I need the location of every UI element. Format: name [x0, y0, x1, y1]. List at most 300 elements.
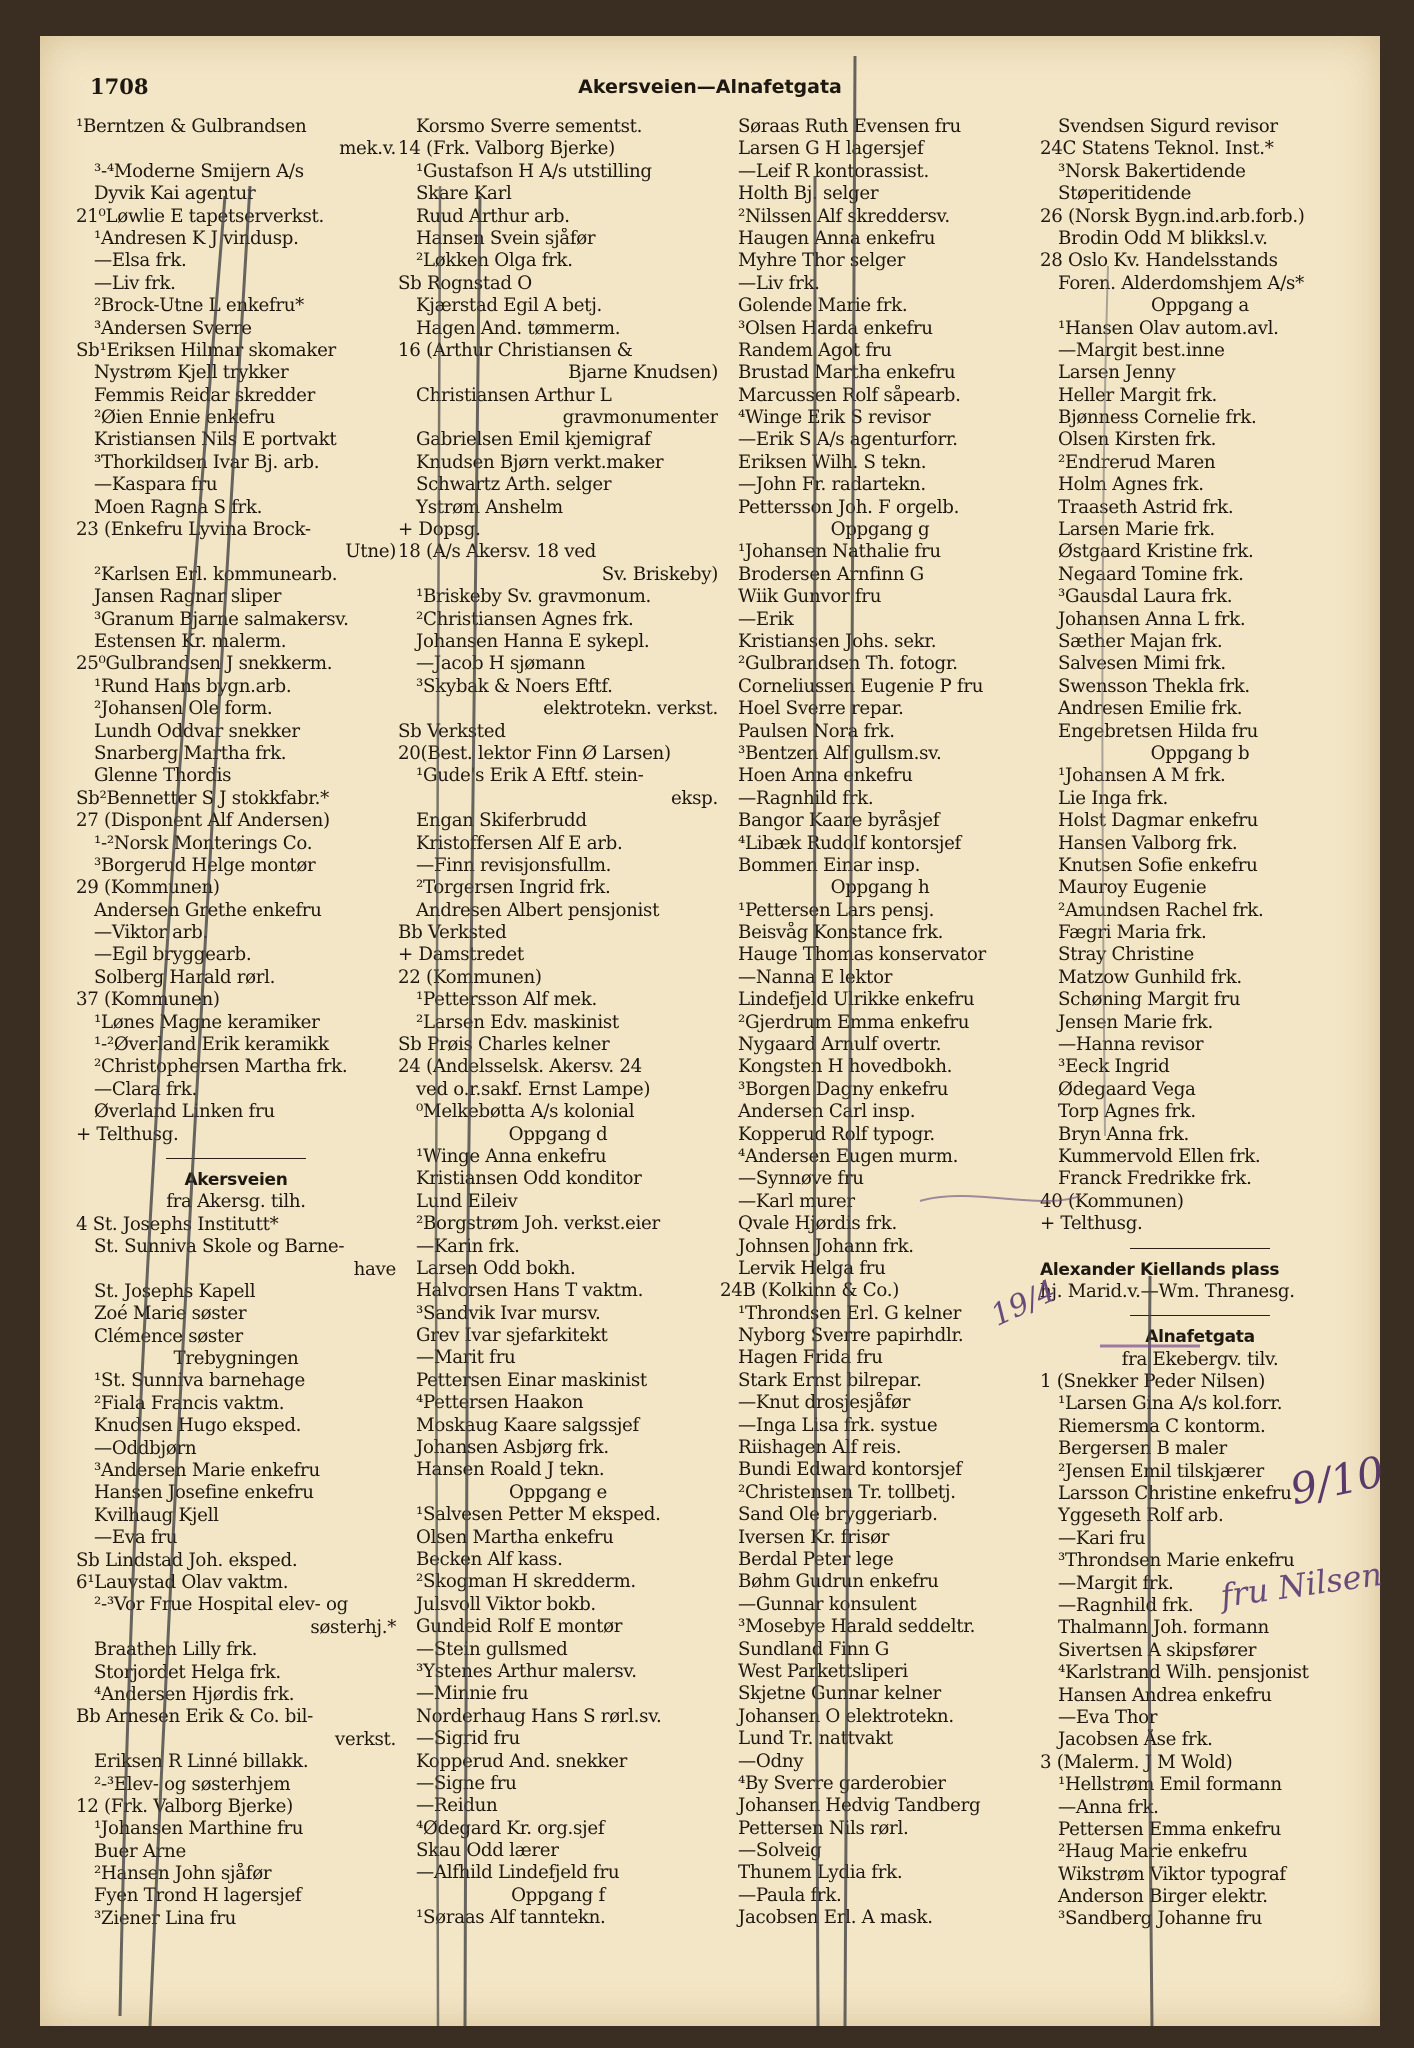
directory-entry: Knudsen Hugo eksped. [94, 1415, 302, 1437]
directory-entry: Fægri Maria frk. [1058, 922, 1207, 944]
directory-entry: Johansen Hedvig Tandberg [738, 1795, 981, 1817]
page-title: Akersveien—Alnafetgata [578, 76, 842, 98]
directory-entry: Golende Marie frk. [738, 295, 908, 317]
directory-entry: Becken Alf kass. [416, 1549, 563, 1570]
section-divider [1130, 1236, 1270, 1249]
directory-entry: ¹-²Øverland Erik keramikk [94, 1034, 329, 1056]
directory-entry: ¹Andresen K J vindusp. [94, 227, 299, 249]
directory-entry: eksp. [670, 787, 718, 809]
directory-entry: Stray Christine [1058, 944, 1194, 966]
directory-entry: ³Norsk Bakertidende [1058, 160, 1246, 182]
directory-entry: ²Amundsen Rachel frk. [1058, 899, 1264, 921]
directory-entry: Bundi Edward kontorsjef [738, 1459, 962, 1481]
directory-entry: Hansen Valborg frk. [1058, 832, 1238, 854]
directory-entry: ³Ziener Lina fru [94, 1907, 237, 1929]
directory-entry: ¹Pettersen Lars pensj. [738, 899, 935, 921]
directory-entry: Brodersen Arnfinn G [738, 563, 924, 585]
directory-entry: 26 (Norsk Bygn.ind.arb.forb.) [1040, 205, 1305, 227]
directory-entry: Lund Tr. nattvakt [738, 1728, 893, 1750]
directory-entry: Kummervold Ellen frk. [1058, 1145, 1261, 1167]
street-heading: Akersveien [184, 1169, 288, 1190]
directory-entry: ¹Rund Hans bygn.arb. [94, 675, 292, 697]
directory-entry: —Knut drosjesjåfør [738, 1392, 911, 1414]
directory-entry: —Reidun [416, 1795, 498, 1817]
directory-entry: hj. Marid.v.—Wm. Thranesg. [1040, 1280, 1295, 1302]
directory-entry: Julsvoll Viktor bokb. [416, 1593, 596, 1615]
directory-entry: —Minnie fru [416, 1683, 529, 1705]
directory-entry: Pettersen Emma enkefru [1058, 1818, 1282, 1840]
directory-entry: Schwartz Arth. selger [416, 474, 612, 496]
directory-entry: Negaard Tomine frk. [1058, 563, 1244, 585]
directory-entry: —Erik S A/s agenturforr. [738, 429, 958, 451]
directory-entry: Berdal Peter lege [738, 1549, 894, 1570]
directory-entry: Corneliussen Eugenie P fru [738, 675, 984, 697]
directory-entry: Kristoffersen Alf E arb. [416, 832, 623, 854]
directory-entry: —Alfhild Lindefjeld fru [416, 1862, 620, 1884]
directory-entry: —John Fr. radartekn. [738, 474, 926, 496]
directory-entry: Sb Lindstad Joh. eksped. [76, 1549, 298, 1571]
handwritten-note-fru-nilsen: fru Nilsen [1218, 1554, 1385, 1616]
directory-entry: ²Christophersen Martha frk. [94, 1056, 348, 1078]
directory-entry: Anderson Birger elektr. [1058, 1886, 1268, 1908]
column-2 [398, 116, 718, 1930]
directory-entry: Sb Verksted [398, 720, 506, 742]
directory-entry: ⁰Melkebøtta A/s kolonial [416, 1101, 635, 1123]
directory-entry: Hoen Anna enkefru [738, 765, 913, 787]
directory-entry: ³-⁴Moderne Smijern A/s [94, 160, 304, 182]
directory-entry: Bb Verksted [398, 922, 507, 944]
directory-entry: fra Ekebergv. tilv. [1121, 1348, 1279, 1370]
section-divider [166, 1146, 306, 1159]
directory-entry: Jacobsen Åse frk. [1058, 1729, 1213, 1751]
directory-entry: Oppgang d [508, 1123, 608, 1145]
directory-entry: Kristiansen Odd konditor [416, 1168, 642, 1190]
directory-entry: Lindefjeld Ulrikke enkefru [738, 989, 975, 1011]
directory-entry: Nystrøm Kjell trykker [94, 362, 289, 384]
directory-entry: Thalmann Joh. formann [1058, 1617, 1269, 1639]
directory-entry: —Eva Thor [1058, 1706, 1158, 1728]
directory-entry: Oppgang a [1151, 295, 1249, 317]
directory-entry: Brustad Martha enkefru [738, 362, 956, 384]
directory-entry: Oppgang h [830, 877, 930, 899]
directory-entry: Thunem Lydia frk. [738, 1862, 903, 1884]
directory-entry: Sivertsen A skipsfører [1058, 1639, 1257, 1661]
column-4 [1040, 116, 1360, 1931]
directory-entry: 14 (Frk. Valborg Bjerke) [398, 138, 615, 160]
directory-entry: Hansen Andrea enkefru [1058, 1684, 1272, 1706]
directory-entry: —Margit best.inne [1058, 339, 1225, 361]
directory-entry: ³Granum Bjarne salmakersv. [94, 608, 349, 630]
directory-entry: Andersen Carl insp. [738, 1101, 916, 1123]
directory-entry: Norderhaug Hans S rørl.sv. [416, 1705, 662, 1727]
directory-entry: Hagen Frida fru [738, 1347, 883, 1369]
directory-entry: Larsen Jenny [1058, 362, 1176, 384]
directory-entry: ¹Salvesen Petter M eksped. [416, 1504, 661, 1526]
directory-entry: Larsson Christine enkefru [1058, 1483, 1292, 1505]
directory-entry: ²Hansen John sjåfør [94, 1863, 272, 1885]
directory-entry: 29 (Kommunen) [76, 877, 220, 899]
directory-entry: Solberg Harald rørl. [94, 966, 276, 988]
directory-entry: —Leif R kontorassist. [738, 160, 929, 182]
directory-entry: —Inga Lisa frk. systue [738, 1414, 938, 1436]
directory-entry: —Margit frk. [1058, 1572, 1174, 1594]
directory-entry: Johansen O elektrotekn. [738, 1705, 954, 1727]
directory-entry: Olsen Kirsten frk. [1058, 429, 1217, 451]
directory-entry: Sb¹Eriksen Hilmar skomaker [76, 339, 336, 361]
directory-entry: Traaseth Astrid frk. [1058, 496, 1234, 518]
directory-entry: —Kari fru [1058, 1527, 1146, 1549]
directory-entry: ²Fiala Francis vaktm. [94, 1392, 285, 1414]
directory-entry: Christiansen Arthur L [416, 384, 612, 406]
directory-entry: Bjarne Knudsen) [568, 362, 718, 384]
directory-entry: + Telthusg. [1040, 1213, 1143, 1235]
directory-entry: Pettersen Nils rørl. [738, 1817, 909, 1839]
directory-entry: Snarberg Martha frk. [94, 742, 287, 764]
directory-entry: ²Gulbrandsen Th. fotogr. [738, 653, 958, 675]
directory-entry: —Eva fru [94, 1527, 178, 1549]
directory-entry: —Karl murer [738, 1190, 855, 1212]
directory-entry: Heller Margit frk. [1058, 384, 1218, 406]
directory-entry: Øverland Linken fru [94, 1101, 275, 1123]
directory-entry: Støperitidende [1058, 183, 1192, 205]
directory-entry: Lundh Oddvar snekker [94, 720, 300, 742]
directory-entry: Holm Agnes frk. [1058, 474, 1204, 496]
directory-entry: Stark Ernst bilrepar. [738, 1369, 922, 1391]
directory-entry: Kopperud Rolf typogr. [738, 1123, 935, 1145]
directory-entry: —Karin frk. [416, 1235, 520, 1257]
directory-entry: 4 St. Josephs Institutt* [76, 1213, 279, 1235]
directory-entry: Riishagen Alf reis. [738, 1437, 902, 1459]
section-divider [1130, 1303, 1270, 1316]
directory-entry: ³Throndsen Marie enkefru [1058, 1550, 1295, 1572]
directory-entry: ³Andersen Marie enkefru [94, 1460, 320, 1482]
directory-entry: ²Christensen Tr. tollbetj. [738, 1481, 956, 1503]
directory-entry: Nyborg Sverre papirhdlr. [738, 1325, 964, 1347]
directory-entry: Jensen Marie frk. [1058, 1011, 1214, 1033]
handwritten-note-9-10: 9/10 [1285, 1446, 1389, 1515]
directory-entry: ³Bentzen Alf gullsm.sv. [738, 742, 942, 764]
directory-entry: Wiik Gunvor fru [738, 586, 882, 608]
directory-entry: Hagen And. tømmerm. [416, 317, 621, 339]
directory-entry: Ruud Arthur arb. [416, 205, 570, 227]
directory-entry: ⁴Andersen Hjørdis frk. [94, 1683, 295, 1705]
directory-entry: ²Endrerud Maren [1058, 451, 1216, 473]
directory-entry: —Sigrid fru [416, 1728, 520, 1750]
directory-entry: Oppgang e [509, 1481, 607, 1503]
directory-entry: Bjønness Cornelie frk. [1058, 407, 1257, 429]
directory-entry: Glenne Thordis [94, 765, 232, 787]
directory-entry: —Jacob H sjømann [416, 653, 586, 675]
directory-entry: søsterhj.* [310, 1616, 396, 1638]
directory-entry: Østgaard Kristine frk. [1058, 541, 1254, 563]
directory-entry: —Stein gullsmed [416, 1638, 568, 1660]
directory-entry: Dyvik Kai agentur [94, 183, 256, 205]
directory-entry: ³Ystenes Arthur malersv. [416, 1660, 637, 1682]
directory-entry: ⁴By Sverre garderobier [738, 1772, 946, 1794]
directory-entry: St. Josephs Kapell [94, 1280, 256, 1302]
directory-entry: ³Skybak & Noers Eftf. [416, 675, 613, 697]
directory-entry: Sb Rognstad O [398, 272, 532, 294]
directory-entry: Olsen Martha enkefru [416, 1526, 614, 1548]
directory-entry: Randem Agot fru [738, 339, 892, 361]
directory-entry: —Viktor arb. [94, 922, 208, 944]
directory-entry: —Ragnhild frk. [738, 787, 874, 809]
directory-entry: Hoel Sverre repar. [738, 698, 904, 720]
directory-entry: ¹Winge Anna enkefru [416, 1145, 607, 1167]
directory-entry: Johansen Anna L frk. [1058, 608, 1246, 630]
directory-entry: ¹St. Sunniva barnehage [94, 1370, 305, 1392]
directory-entry: Kristiansen Nils E portvakt [94, 429, 337, 451]
directory-entry: 23 (Enkefru Lyvina Brock- [76, 519, 311, 541]
directory-entry: ²Haug Marie enkefru [1058, 1841, 1248, 1863]
directory-entry: ⁴Andersen Eugen murm. [738, 1145, 959, 1167]
directory-entry: Johansen Hanna E sykepl. [416, 630, 650, 652]
directory-entry: Bangor Kaare byråsjef [738, 810, 940, 832]
directory-entry: Kristiansen Johs. sekr. [738, 630, 937, 652]
directory-entry: ⁴Karlstrand Wilh. pensjonist [1058, 1662, 1309, 1684]
directory-entry: Swensson Thekla frk. [1058, 675, 1250, 697]
directory-entry: Zoé Marie søster [94, 1303, 247, 1325]
directory-entry: Marcussen Rolf såpearb. [738, 384, 961, 406]
directory-entry: ³Thorkildsen Ivar Bj. arb. [94, 451, 320, 473]
directory-entry: Eriksen Wilh. S tekn. [738, 451, 927, 473]
directory-entry: Schøning Margit fru [1058, 989, 1241, 1011]
directory-entry: Skare Karl [416, 183, 512, 205]
directory-entry: 20(Best. lektor Finn Ø Larsen) [398, 742, 671, 764]
directory-entry: Larsen Marie frk. [1058, 519, 1215, 541]
directory-entry: 6¹Lauvstad Olav vaktm. [76, 1572, 289, 1593]
directory-entry: Hansen Roald J tekn. [416, 1459, 605, 1481]
directory-entry: —Odny [738, 1750, 804, 1772]
directory-entry: —Liv frk. [94, 272, 176, 294]
column-1 [76, 116, 396, 1930]
directory-entry: —Oddbjørn [94, 1437, 197, 1459]
directory-entry: Andersen Grethe enkefru [94, 899, 322, 921]
directory-entry: + Telthusg. [76, 1123, 179, 1145]
directory-entry: Bøhm Gudrun enkefru [738, 1571, 939, 1593]
directory-entry: 24 (Andelsselsk. Akersv. 24 [398, 1056, 642, 1078]
directory-entry: ⁴Winge Erik S revisor [738, 407, 931, 429]
directory-entry: Sb²Bennetter S J stokkfabr.* [76, 787, 329, 809]
directory-entry: Knutsen Sofie enkefru [1058, 854, 1258, 876]
directory-entry: Fyen Trond H lagersjef [94, 1885, 302, 1907]
directory-entry: ¹Hellstrøm Emil formann [1058, 1774, 1282, 1796]
handwritten-note-19-4: 19/4 [985, 1273, 1062, 1334]
directory-entry: Jacobsen Erl. A mask. [738, 1907, 933, 1929]
directory-entry: Oppgang f [511, 1884, 605, 1906]
directory-entry: Sundland Finn G [738, 1638, 889, 1660]
directory-entry: —Clara frk. [94, 1078, 198, 1100]
directory-entry: Knudsen Bjørn verkt.maker [416, 451, 664, 473]
directory-entry: Andresen Albert pensjonist [416, 899, 660, 921]
directory-entry: Hansen Josefine enkefru [94, 1482, 314, 1504]
directory-entry: Haugen Anna enkefru [738, 227, 936, 249]
directory-entry: ¹Pettersson Alf mek. [416, 989, 597, 1011]
directory-entry: ²Karlsen Erl. kommunearb. [94, 563, 338, 585]
directory-entry: ⁴Libæk Rudolf kontorsjef [738, 832, 961, 854]
directory-entry: ²Øien Ennie enkefru [94, 407, 276, 429]
directory-entry: Ystrøm Anshelm [416, 496, 563, 518]
directory-entry: Oppgang b [1150, 742, 1250, 764]
directory-entry: Engan Skiferbrudd [416, 810, 587, 832]
directory-entry: ¹Johansen A M frk. [1058, 765, 1226, 787]
directory-entry: —Hanna revisor [1058, 1034, 1204, 1056]
street-heading: Alexander Kiellands plass [1040, 1259, 1280, 1280]
directory-entry: ¹Hansen Olav autom.avl. [1058, 317, 1279, 339]
directory-entry: Søraas Ruth Evensen fru [738, 116, 961, 137]
directory-entry: ³Sandvik Ivar mursv. [416, 1302, 601, 1324]
directory-entry: Johansen Asbjørg frk. [416, 1437, 609, 1459]
directory-entry: gravmonumenter [562, 407, 718, 429]
directory-entry: Oppgang g [830, 519, 930, 541]
directory-entry: ³Sandberg Johanne fru [1058, 1908, 1263, 1930]
directory-entry: Trebygningen [173, 1348, 299, 1370]
directory-entry: Larsen Odd bokh. [416, 1257, 576, 1279]
directory-entry: ¹Søraas Alf tanntekn. [416, 1907, 606, 1929]
directory-entry: St. Sunniva Skole og Barne- [94, 1236, 345, 1258]
directory-entry: + Dopsg. [398, 519, 481, 541]
directory-entry: Skjetne Gunnar kelner [738, 1683, 941, 1705]
directory-entry: ⁴Ødegard Kr. org.sjef [416, 1817, 605, 1839]
directory-entry: Buer Arne [94, 1840, 186, 1862]
directory-entry: + Damstredet [398, 944, 524, 966]
column-3 [720, 116, 1040, 1930]
directory-entry: ¹-²Norsk Monterings Co. [94, 832, 313, 854]
directory-entry: Bb Arnesen Erik & Co. bil- [76, 1706, 313, 1728]
directory-entry: Mauroy Eugenie [1058, 877, 1207, 899]
directory-entry: ²Borgstrøm Joh. verkst.eier [416, 1213, 660, 1235]
directory-entry: West Parkettsliperi [738, 1660, 908, 1682]
directory-entry: 40 (Kommunen) [1040, 1190, 1184, 1212]
directory-entry: ¹Johansen Marthine fru [94, 1818, 304, 1840]
directory-entry: Pettersen Einar maskinist [416, 1369, 647, 1391]
directory-entry: —Synnøve fru [738, 1168, 864, 1190]
directory-entry: ²Johansen Ole form. [94, 698, 273, 720]
directory-entry: 27 (Disponent Alf Andersen) [76, 810, 330, 832]
directory-entry: ³Borgen Dagny enkefru [738, 1078, 949, 1100]
directory-entry: ¹Briskeby Sv. gravmonum. [416, 586, 652, 608]
directory-entry: Bryn Anna frk. [1058, 1123, 1190, 1145]
directory-entry: —Marit fru [416, 1347, 516, 1369]
directory-entry: ¹Gude's Erik A Eftf. stein- [416, 765, 644, 787]
directory-entry: Yggeseth Rolf arb. [1058, 1505, 1224, 1527]
directory-entry: ¹Johansen Nathalie fru [738, 541, 941, 563]
directory-entry: —Nanna E lektor [738, 966, 893, 988]
directory-entry: Salvesen Mimi frk. [1058, 653, 1226, 675]
directory-entry: Brodin Odd M blikksl.v. [1058, 227, 1268, 249]
directory-entry: Iversen Kr. frisør [738, 1526, 890, 1548]
directory-entry: Qvale Hjørdis frk. [738, 1213, 897, 1235]
directory-entry: Grev Ivar sjefarkitekt [416, 1325, 608, 1347]
directory-entry: —Egil bryggearb. [94, 944, 252, 966]
directory-entry: Moskaug Kaare salgssjef [416, 1414, 639, 1436]
directory-entry: Storjordet Helga frk. [94, 1661, 281, 1683]
directory-entry: ¹Lønes Magne keramiker [94, 1011, 320, 1033]
directory-entry: ¹Larsen Gina A/s kol.forr. [1058, 1393, 1283, 1415]
directory-entry: ⁴Pettersen Haakon [416, 1392, 584, 1414]
page-number: 1708 [90, 74, 149, 99]
directory-entry: ³Gausdal Laura frk. [1058, 586, 1233, 608]
directory-entry: ²Jensen Emil tilskjærer [1058, 1460, 1264, 1482]
directory-entry: Lie Inga frk. [1058, 787, 1168, 809]
directory-entry: ²-³Elev- og søsterhjem [94, 1773, 291, 1795]
directory-entry: have [353, 1258, 396, 1280]
directory-entry: ¹Berntzen & Gulbrandsen [76, 116, 307, 137]
directory-entry: Franck Fredrikke frk. [1058, 1168, 1252, 1190]
directory-entry: ³Eeck Ingrid [1058, 1056, 1170, 1078]
directory-entry: —Finn revisjonsfullm. [416, 854, 612, 876]
directory-entry: Sand Ole bryggeriarb. [738, 1504, 938, 1526]
directory-entry: Korsmo Sverre sementst. [416, 116, 643, 137]
directory-entry: —Signe fru [416, 1772, 517, 1794]
directory-entry: ³Mosebye Harald seddeltr. [738, 1616, 976, 1638]
directory-entry: Beisvåg Konstance frk. [738, 922, 944, 944]
page-header [90, 74, 1330, 110]
directory-entry: ²-³Vor Frue Hospital elev- og [94, 1594, 348, 1616]
directory-entry: —Anna frk. [1058, 1796, 1159, 1818]
directory-entry: Jansen Ragnar sliper [94, 586, 282, 608]
directory-entry: Nygaard Arnulf overtr. [738, 1034, 942, 1056]
directory-entry: ²Torgersen Ingrid frk. [416, 877, 611, 899]
directory-entry: Kopperud And. snekker [416, 1750, 627, 1772]
directory-entry: Estensen Kr. malerm. [94, 630, 287, 652]
directory-entry: Lund Eileiv [416, 1190, 518, 1212]
directory-entry: 3 (Malerm. J M Wold) [1040, 1751, 1233, 1773]
directory-entry: 24C Statens Teknol. Inst.* [1040, 138, 1274, 160]
directory-entry: ³Andersen Sverre [94, 317, 252, 339]
directory-entry: 16 (Arthur Christiansen & [398, 339, 633, 361]
directory-entry: Lervik Helga fru [738, 1257, 886, 1279]
directory-entry: ved o.r.sakf. Ernst Lampe) [416, 1078, 651, 1100]
directory-entry: Braathen Lilly frk. [94, 1639, 258, 1661]
directory-entry: Clémence søster [94, 1325, 243, 1347]
directory-entry: Sb Prøis Charles kelner [398, 1034, 610, 1056]
directory-entry: 1 (Snekker Peder Nilsen) [1040, 1371, 1265, 1393]
directory-entry: mek.v. [339, 138, 396, 160]
directory-entry: Andresen Emilie frk. [1058, 698, 1243, 720]
directory-entry: Bergersen B maler [1058, 1438, 1227, 1460]
directory-entry: verkst. [334, 1728, 396, 1750]
directory-entry: Eriksen R Linné billakk. [94, 1751, 309, 1773]
directory-entry: 37 (Kommunen) [76, 989, 220, 1011]
directory-entry: —Kaspara fru [94, 474, 218, 496]
directory-entry: Svendsen Sigurd revisor [1058, 116, 1278, 137]
directory-entry: Matzow Gunhild frk. [1058, 966, 1242, 988]
directory-entry: Kongsten H hovedbokh. [738, 1056, 953, 1078]
directory-entry: Sæther Majan frk. [1058, 630, 1223, 652]
directory-entry: Holst Dagmar enkefru [1058, 810, 1259, 832]
directory-entry: Larsen G H lagersjef [738, 138, 924, 160]
directory-entry: 22 (Kommunen) [398, 966, 542, 988]
directory-entry: Myhre Thor selger [738, 250, 906, 272]
directory-entry: ³Olsen Harda enkefru [738, 317, 933, 339]
directory-entry: Holth Bj. selger [738, 183, 879, 205]
directory-entry: ²Gjerdrum Emma enkefru [738, 1011, 970, 1033]
directory-entry: Kjærstad Egil A betj. [416, 295, 603, 317]
directory-page [40, 36, 1389, 2026]
directory-entry: Johnsen Johann frk. [738, 1235, 914, 1257]
directory-entry: Halvorsen Hans T vaktm. [416, 1280, 644, 1302]
directory-entry: 28 Oslo Kv. Handelsstands [1040, 250, 1278, 272]
directory-entry: 24B (Kolkinn & Co.) [720, 1280, 899, 1302]
directory-entry: Hansen Svein sjåfør [416, 227, 596, 249]
directory-entry: ²Brock-Utne L enkefru* [94, 295, 304, 317]
directory-entry: Sv. Briskeby) [601, 563, 718, 585]
directory-entry: ¹Throndsen Erl. G kelner [738, 1302, 961, 1324]
directory-entry: Bommen Einar insp. [738, 854, 921, 876]
directory-entry: Hauge Thomas konservator [738, 944, 986, 966]
directory-entry: Kvilhaug Kjell [94, 1504, 219, 1526]
